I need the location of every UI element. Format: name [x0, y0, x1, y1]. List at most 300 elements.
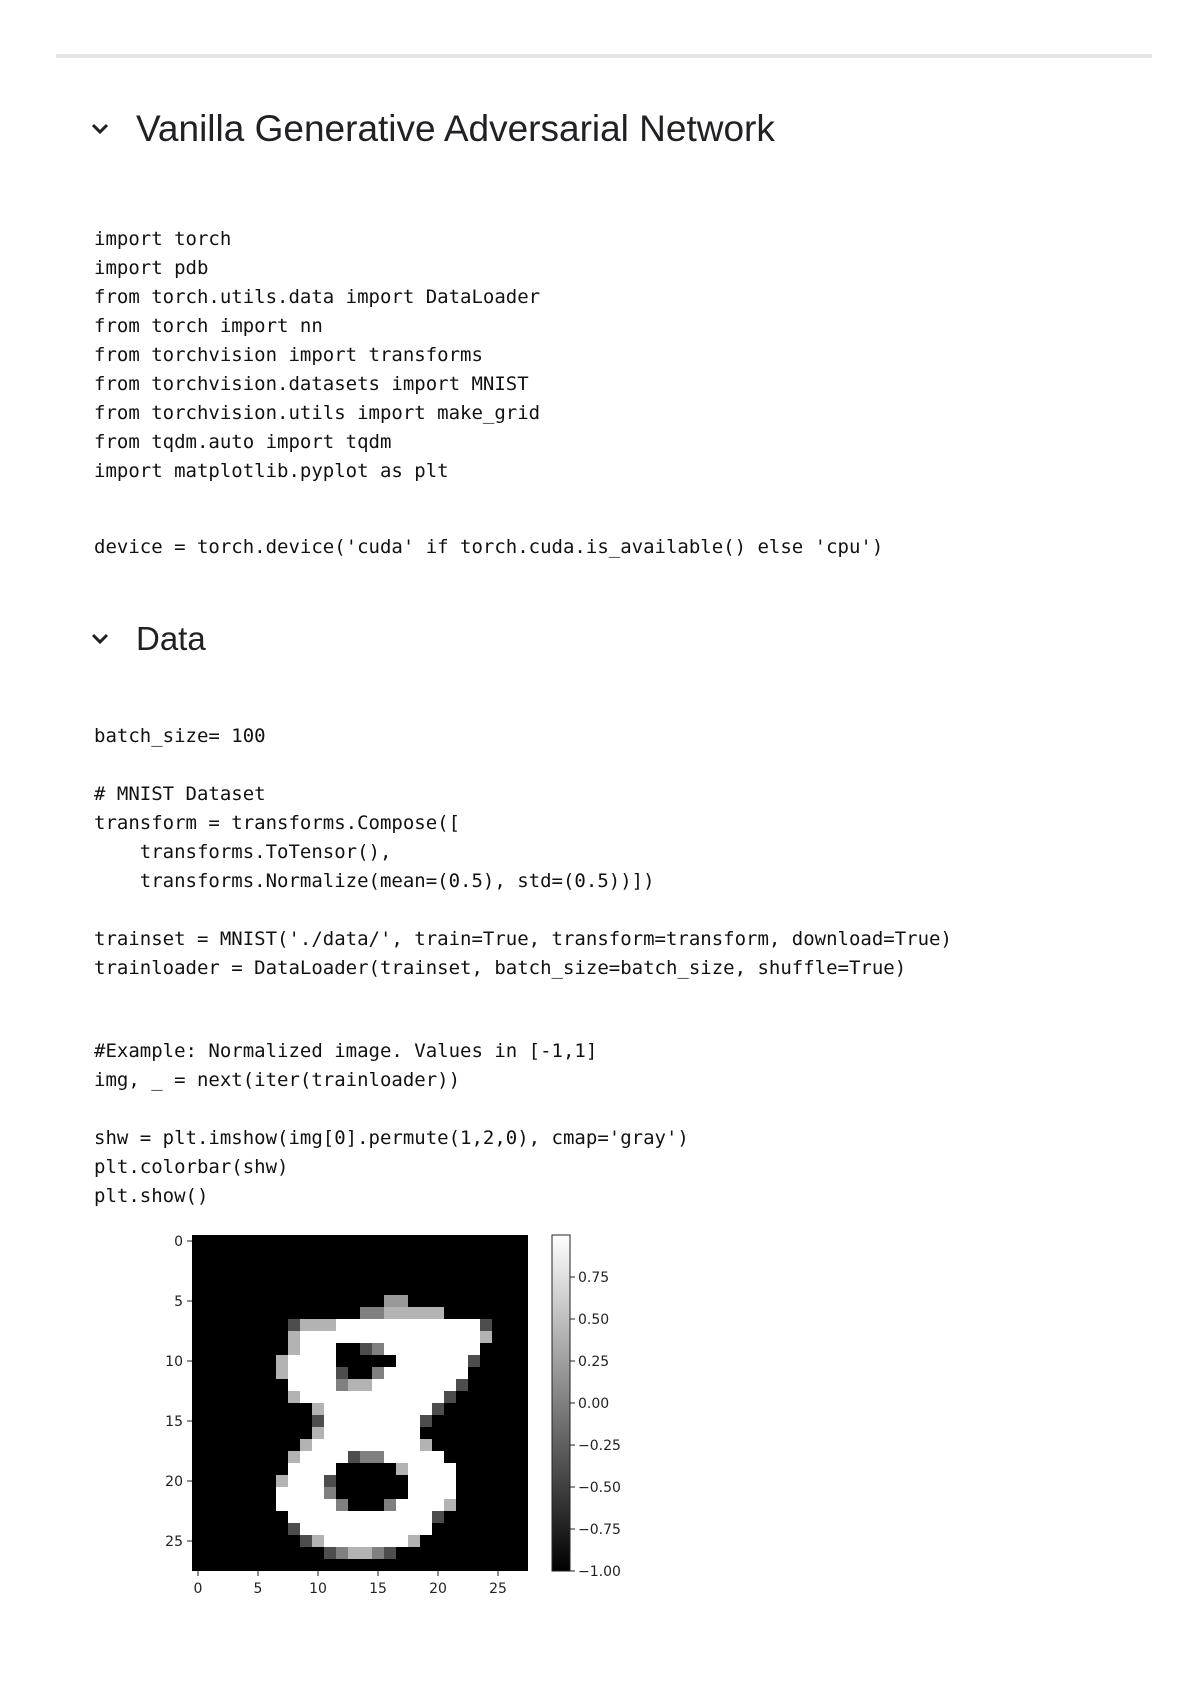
image-pixel [288, 1391, 300, 1403]
image-pixel [384, 1331, 396, 1343]
image-pixel [336, 1331, 348, 1343]
x-tick-label: 0 [193, 1581, 203, 1597]
image-pixel [288, 1367, 300, 1379]
image-pixel [372, 1535, 384, 1547]
image-pixel [384, 1547, 396, 1559]
image-pixel [372, 1523, 384, 1535]
image-pixel [420, 1463, 432, 1475]
section-title: Vanilla Generative Adversarial Network [136, 108, 775, 149]
image-pixel [348, 1523, 360, 1535]
code-cell-example[interactable] [94, 1037, 689, 1211]
image-pixel [312, 1343, 324, 1355]
image-pixel [372, 1439, 384, 1451]
image-pixel [312, 1355, 324, 1367]
image-pixel [456, 1343, 468, 1355]
image-pixel [432, 1307, 444, 1319]
code-line: trainloader = DataLoader(trainset, batch_size=batch_size, shuffle=True) [94, 957, 907, 979]
image-pixel [300, 1331, 312, 1343]
colorbar-tick-label: −1.00 [578, 1564, 621, 1580]
image-pixel [432, 1391, 444, 1403]
image-pixel [444, 1331, 456, 1343]
image-pixel [444, 1379, 456, 1391]
section-heading-data [88, 620, 206, 658]
image-pixel [420, 1367, 432, 1379]
image-pixel [456, 1355, 468, 1367]
colorbar-tick-label: −0.75 [578, 1522, 621, 1538]
image-pixel [300, 1451, 312, 1463]
image-pixel [336, 1439, 348, 1451]
image-pixel [444, 1463, 456, 1475]
image-pixel [324, 1451, 336, 1463]
image-pixel [384, 1499, 396, 1511]
image-pixel [420, 1475, 432, 1487]
image-pixel [312, 1523, 324, 1535]
image-pixel [348, 1319, 360, 1331]
image-pixel [408, 1343, 420, 1355]
image-pixel [348, 1547, 360, 1559]
colorbar-tick-label: 0.75 [578, 1270, 610, 1286]
section-heading-gan [88, 108, 775, 150]
image-pixel [432, 1451, 444, 1463]
image-pixel [456, 1319, 468, 1331]
image-pixel [312, 1319, 324, 1331]
image-pixel [276, 1355, 288, 1367]
image-pixel [360, 1415, 372, 1427]
image-pixel [336, 1511, 348, 1523]
image-pixel [420, 1415, 432, 1427]
image-pixel [312, 1427, 324, 1439]
image-pixel [348, 1403, 360, 1415]
image-pixel [324, 1499, 336, 1511]
colorbar [552, 1235, 570, 1571]
image-pixel [324, 1355, 336, 1367]
image-pixel [276, 1487, 288, 1499]
image-pixel [384, 1511, 396, 1523]
image-pixel [312, 1487, 324, 1499]
image-pixel [300, 1355, 312, 1367]
image-pixel [336, 1391, 348, 1403]
image-pixel [360, 1523, 372, 1535]
x-tick-label: 10 [309, 1581, 327, 1597]
image-pixel [384, 1319, 396, 1331]
image-pixel [468, 1343, 480, 1355]
image-pixel [372, 1391, 384, 1403]
image-pixel [312, 1439, 324, 1451]
image-pixel [324, 1319, 336, 1331]
image-pixel [384, 1343, 396, 1355]
image-pixel [324, 1391, 336, 1403]
code-line: import pdb [94, 257, 209, 279]
image-pixel [444, 1391, 456, 1403]
code-cell-imports[interactable] [94, 225, 540, 486]
image-pixel [336, 1499, 348, 1511]
image-pixel [300, 1319, 312, 1331]
image-pixel [396, 1403, 408, 1415]
y-tick-label: 10 [165, 1354, 183, 1370]
image-pixel [360, 1331, 372, 1343]
image-pixel [336, 1535, 348, 1547]
image-pixel [288, 1463, 300, 1475]
image-pixel [420, 1499, 432, 1511]
image-pixel [324, 1427, 336, 1439]
y-tick-label: 25 [165, 1534, 183, 1550]
image-pixel [300, 1343, 312, 1355]
image-pixel [384, 1403, 396, 1415]
image-pixel [312, 1331, 324, 1343]
code-cell-device[interactable] [94, 533, 883, 562]
image-pixel [396, 1499, 408, 1511]
image-pixel [408, 1427, 420, 1439]
x-tick-label: 5 [253, 1581, 263, 1597]
image-pixel [420, 1331, 432, 1343]
image-pixel [324, 1475, 336, 1487]
image-pixel [468, 1319, 480, 1331]
image-pixel [384, 1535, 396, 1547]
image-pixel [276, 1475, 288, 1487]
y-tick-label: 0 [174, 1234, 183, 1250]
code-line: trainset = MNIST('./data/', train=True, transform=transform, download=True) [94, 928, 952, 950]
image-pixel [408, 1355, 420, 1367]
mnist-image-chart [140, 1228, 700, 1608]
image-pixel [288, 1379, 300, 1391]
image-pixel [288, 1499, 300, 1511]
image-pixel [480, 1331, 492, 1343]
code-line [94, 896, 952, 925]
image-pixel [360, 1403, 372, 1415]
code-line: import matplotlib.pyplot as plt [94, 460, 449, 482]
image-pixel [276, 1499, 288, 1511]
image-pixel [300, 1523, 312, 1535]
image-pixel [288, 1523, 300, 1535]
image-pixel [336, 1403, 348, 1415]
image-pixel [396, 1319, 408, 1331]
image-pixel [432, 1499, 444, 1511]
image-pixel [372, 1307, 384, 1319]
image-pixel [324, 1535, 336, 1547]
image-pixel [324, 1463, 336, 1475]
image-pixel [408, 1415, 420, 1427]
image-pixel [360, 1391, 372, 1403]
image-pixel [432, 1379, 444, 1391]
code-line [94, 1095, 689, 1124]
image-pixel [384, 1391, 396, 1403]
image-pixel [420, 1343, 432, 1355]
image-pixel [288, 1343, 300, 1355]
image-pixel [396, 1295, 408, 1307]
image-pixel [324, 1379, 336, 1391]
image-pixel [372, 1379, 384, 1391]
image-pixel [324, 1367, 336, 1379]
image-pixel [372, 1451, 384, 1463]
image-pixel [336, 1415, 348, 1427]
image-pixel [396, 1451, 408, 1463]
image-pixel [360, 1439, 372, 1451]
image-pixel [408, 1499, 420, 1511]
image-pixel [276, 1367, 288, 1379]
image-pixel [372, 1511, 384, 1523]
colorbar-tick-label: −0.25 [578, 1438, 621, 1454]
image-pixel [396, 1463, 408, 1475]
image-pixel [300, 1379, 312, 1391]
image-pixel [312, 1451, 324, 1463]
image-pixel [444, 1367, 456, 1379]
image-pixel [396, 1307, 408, 1319]
image-pixel [300, 1439, 312, 1451]
image-pixel [384, 1451, 396, 1463]
image-pixel [312, 1475, 324, 1487]
image-pixel [432, 1487, 444, 1499]
image-pixel [372, 1367, 384, 1379]
image-pixel [312, 1499, 324, 1511]
image-pixel [312, 1415, 324, 1427]
image-pixel [360, 1307, 372, 1319]
image-pixel [420, 1451, 432, 1463]
image-pixel [396, 1367, 408, 1379]
image-pixel [324, 1511, 336, 1523]
code-line [94, 751, 952, 780]
image-pixel [444, 1475, 456, 1487]
code-line: from torch.utils.data import DataLoader [94, 286, 541, 308]
x-tick-label: 15 [369, 1581, 387, 1597]
image-pixel [348, 1535, 360, 1547]
code-line: from tqdm.auto import tqdm [94, 431, 392, 453]
image-pixel [360, 1379, 372, 1391]
code-line: from torchvision.datasets import MNIST [94, 373, 529, 395]
code-cell-data[interactable] [94, 722, 952, 983]
image-pixel [420, 1511, 432, 1523]
top-divider [56, 54, 1152, 58]
image-pixel [408, 1367, 420, 1379]
image-pixel [408, 1403, 420, 1415]
image-pixel [408, 1475, 420, 1487]
image-pixel [288, 1475, 300, 1487]
image-pixel [420, 1391, 432, 1403]
code-line: transforms.ToTensor(), [94, 841, 392, 863]
image-pixel [432, 1475, 444, 1487]
image-pixel [408, 1487, 420, 1499]
image-pixel [444, 1499, 456, 1511]
image-pixel [372, 1403, 384, 1415]
image-pixel [420, 1403, 432, 1415]
image-pixel [348, 1439, 360, 1451]
image-pixel [396, 1523, 408, 1535]
image-pixel [360, 1451, 372, 1463]
code-line: from torch import nn [94, 315, 323, 337]
image-pixel [324, 1523, 336, 1535]
image-pixel [348, 1427, 360, 1439]
image-pixel [408, 1439, 420, 1451]
image-pixel [384, 1367, 396, 1379]
x-tick-label: 20 [429, 1581, 447, 1597]
image-pixel [348, 1415, 360, 1427]
image-pixel [324, 1487, 336, 1499]
image-pixel [432, 1367, 444, 1379]
image-pixel [348, 1391, 360, 1403]
image-pixel [372, 1427, 384, 1439]
image-pixel [384, 1439, 396, 1451]
image-pixel [420, 1319, 432, 1331]
image-pixel [372, 1343, 384, 1355]
code-line: transform = transforms.Compose([ [94, 812, 461, 834]
image-pixel [420, 1487, 432, 1499]
image-pixel [336, 1427, 348, 1439]
image-pixel [372, 1547, 384, 1559]
image-pixel [300, 1391, 312, 1403]
image-pixel [300, 1535, 312, 1547]
output-figure [140, 1228, 700, 1608]
image-pixel [456, 1367, 468, 1379]
code-line: plt.show() [94, 1185, 209, 1207]
image-pixel [288, 1487, 300, 1499]
code-line: shw = plt.imshow(img[0].permute(1,2,0), cmap='gray') [94, 1127, 689, 1149]
image-pixel [408, 1319, 420, 1331]
section-title: Data [136, 620, 206, 657]
image-pixel [324, 1547, 336, 1559]
image-pixel [384, 1295, 396, 1307]
image-pixel [348, 1451, 360, 1463]
y-tick-label: 20 [165, 1474, 183, 1490]
code-line: transforms.Normalize(mean=(0.5), std=(0.5))]) [94, 870, 655, 892]
image-pixel [444, 1343, 456, 1355]
image-pixel [336, 1523, 348, 1535]
image-pixel [396, 1355, 408, 1367]
image-pixel [408, 1331, 420, 1343]
image-pixel [432, 1511, 444, 1523]
image-pixel [360, 1535, 372, 1547]
image-pixel [360, 1427, 372, 1439]
image-pixel [432, 1463, 444, 1475]
image-pixel [312, 1535, 324, 1547]
image-pixel [396, 1379, 408, 1391]
image-pixel [420, 1307, 432, 1319]
image-pixel [348, 1511, 360, 1523]
code-line: from torchvision.utils import make_grid [94, 402, 541, 424]
image-pixel [300, 1487, 312, 1499]
image-pixel [384, 1523, 396, 1535]
image-pixel [432, 1403, 444, 1415]
image-pixel [288, 1355, 300, 1367]
image-pixel [324, 1331, 336, 1343]
image-pixel [396, 1427, 408, 1439]
image-pixel [336, 1367, 348, 1379]
image-pixel [372, 1319, 384, 1331]
code-line: #Example: Normalized image. Values in [-1,1] [94, 1040, 598, 1062]
code-line: batch_size= 100 [94, 725, 266, 747]
image-pixel [480, 1319, 492, 1331]
image-pixel [372, 1415, 384, 1427]
image-pixel [432, 1331, 444, 1343]
y-tick-label: 15 [165, 1414, 183, 1430]
image-pixel [300, 1499, 312, 1511]
image-pixel [324, 1343, 336, 1355]
image-pixel [396, 1511, 408, 1523]
x-tick-label: 25 [489, 1581, 507, 1597]
image-pixel [312, 1391, 324, 1403]
image-pixel [396, 1391, 408, 1403]
image-pixel [348, 1331, 360, 1343]
image-pixel [336, 1451, 348, 1463]
image-pixel [396, 1331, 408, 1343]
image-pixel [408, 1391, 420, 1403]
image-pixel [396, 1535, 408, 1547]
image-pixel [396, 1439, 408, 1451]
image-pixel [312, 1403, 324, 1415]
image-pixel [408, 1379, 420, 1391]
code-line: # MNIST Dataset [94, 783, 266, 805]
image-pixel [324, 1439, 336, 1451]
code-line: plt.colorbar(shw) [94, 1156, 289, 1178]
image-pixel [360, 1547, 372, 1559]
image-pixel [360, 1343, 372, 1355]
image-pixel [432, 1355, 444, 1367]
image-pixel [444, 1355, 456, 1367]
image-pixel [384, 1307, 396, 1319]
image-pixel [420, 1523, 432, 1535]
image-pixel [432, 1319, 444, 1331]
image-pixel [300, 1511, 312, 1523]
image-pixel [324, 1403, 336, 1415]
image-pixel [288, 1451, 300, 1463]
colorbar-tick-label: −0.50 [578, 1480, 621, 1496]
image-pixel [420, 1355, 432, 1367]
image-pixel [408, 1307, 420, 1319]
image-pixel [444, 1319, 456, 1331]
image-pixel [372, 1331, 384, 1343]
image-pixel [312, 1379, 324, 1391]
image-pixel [300, 1367, 312, 1379]
image-pixel [360, 1319, 372, 1331]
image-pixel [384, 1427, 396, 1439]
image-pixel [396, 1415, 408, 1427]
image-pixel [468, 1355, 480, 1367]
image-pixel [408, 1535, 420, 1547]
image-pixel [336, 1319, 348, 1331]
code-line: from torchvision import transforms [94, 344, 483, 366]
image-pixel [288, 1319, 300, 1331]
image-pixel [288, 1511, 300, 1523]
code-line: device = torch.device('cuda' if torch.cuda.is_available() else 'cpu') [94, 536, 884, 558]
code-line: img, _ = next(iter(trainloader)) [94, 1069, 461, 1091]
image-pixel [420, 1439, 432, 1451]
image-pixel [384, 1379, 396, 1391]
image-pixel [348, 1379, 360, 1391]
image-pixel [456, 1379, 468, 1391]
image-pixel [384, 1415, 396, 1427]
image-pixel [324, 1415, 336, 1427]
colorbar-tick-label: 0.25 [578, 1354, 610, 1370]
image-pixel [468, 1331, 480, 1343]
image-pixel [300, 1475, 312, 1487]
y-tick-label: 5 [174, 1294, 183, 1310]
image-pixel [312, 1367, 324, 1379]
chevron-down-icon[interactable] [88, 627, 112, 651]
image-pixel [288, 1331, 300, 1343]
image-pixel [312, 1463, 324, 1475]
image-pixel [312, 1511, 324, 1523]
image-pixel [360, 1511, 372, 1523]
colorbar-tick-label: 0.00 [578, 1396, 610, 1412]
image-pixel [336, 1379, 348, 1391]
colorbar-tick-label: 0.50 [578, 1312, 610, 1328]
image-pixel [456, 1331, 468, 1343]
chevron-down-icon[interactable] [88, 117, 112, 141]
image-pixel [408, 1451, 420, 1463]
image-pixel [444, 1487, 456, 1499]
image-pixel [420, 1379, 432, 1391]
image-pixel [408, 1463, 420, 1475]
image-pixel [408, 1511, 420, 1523]
image-pixel [432, 1343, 444, 1355]
